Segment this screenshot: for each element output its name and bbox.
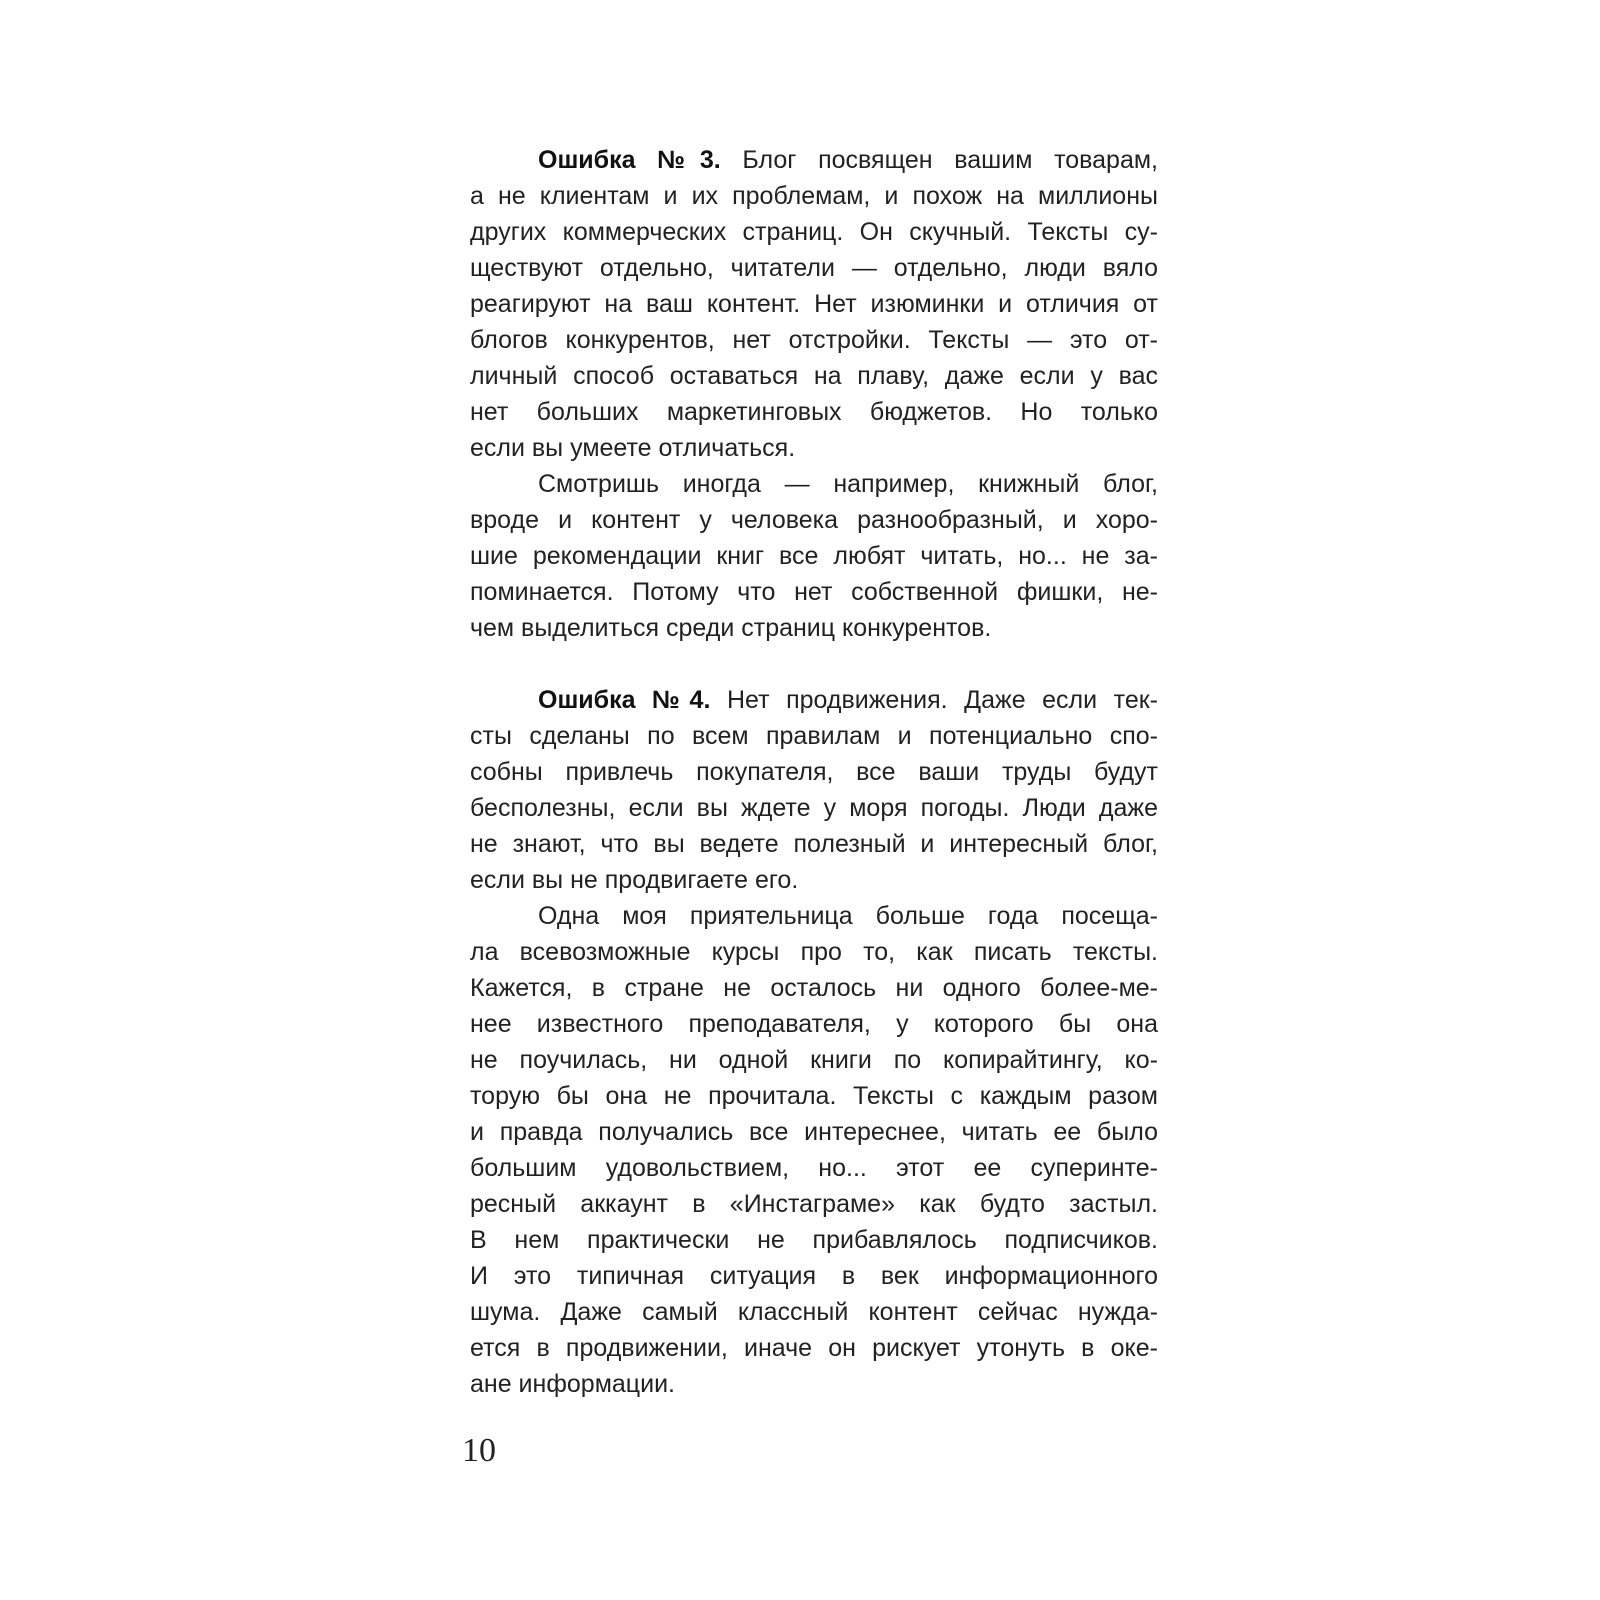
line-text: других коммерческих страниц. Он скучный. Тексты су-	[470, 218, 1158, 246]
text-line	[470, 1330, 1158, 1366]
text-line	[470, 1150, 1158, 1186]
line-text: ется в продвижении, иначе он рискует утонуть в оке-	[470, 1334, 1158, 1362]
line-text: Нет продвижения. Даже если тек-	[710, 686, 1158, 714]
text-line	[470, 1294, 1158, 1330]
text-line	[470, 790, 1158, 826]
line-text: торую бы она не прочитала. Тексты с каждым разом	[470, 1082, 1158, 1110]
line-text: сты сделаны по всем правилам и потенциально спо-	[470, 722, 1158, 750]
line-text: если вы умеете отличаться.	[470, 434, 796, 462]
text-line	[470, 970, 1158, 1006]
line-text: Одна моя приятельница больше года посеща-	[538, 902, 1158, 930]
text-line	[470, 1042, 1158, 1078]
text-line	[470, 430, 1158, 466]
line-text: вроде и контент у человека разнообразный, и хоро-	[470, 506, 1158, 534]
error-title: Ошибка №4.	[538, 686, 711, 714]
text-line	[470, 1114, 1158, 1150]
line-text: бесполезны, если вы ждете у моря погоды. Люди даже	[470, 794, 1158, 822]
text-line	[470, 358, 1158, 394]
text-line	[470, 142, 1158, 178]
text-line	[470, 1186, 1158, 1222]
line-text: шие рекомендации книг все любят читать, но... не за-	[470, 542, 1158, 570]
line-text: личный способ оставаться на плаву, даже если у вас	[470, 362, 1158, 390]
line-text: реагируют на ваш контент. Нет изюминки и отличия от	[470, 290, 1158, 318]
error-heading-paragraph	[470, 142, 1158, 466]
text-line	[470, 322, 1158, 358]
line-text: Блог посвящен вашим товарам,	[720, 146, 1158, 174]
line-text: поминается. Потому что нет собственной фишки, не-	[470, 578, 1158, 606]
text-line	[470, 394, 1158, 430]
text-line	[470, 250, 1158, 286]
line-text: не поучилась, ни одной книги по копирайтингу, ко-	[470, 1046, 1158, 1074]
line-text: шума. Даже самый классный контент сейчас нужда-	[470, 1298, 1158, 1326]
text-line	[470, 682, 1158, 718]
error-heading-paragraph	[470, 682, 1158, 898]
paragraph	[470, 466, 1158, 646]
line-text: нее известного преподавателя, у которого бы она	[470, 1010, 1158, 1038]
line-text: блогов конкурентов, нет отстройки. Тексты — это от-	[470, 326, 1158, 354]
line-text: собны привлечь покупателя, все ваши труды будут	[470, 758, 1158, 786]
text-line	[470, 934, 1158, 970]
text-line	[470, 502, 1158, 538]
text-line	[470, 178, 1158, 214]
line-text: В нем практически не прибавлялось подписчиков.	[470, 1226, 1158, 1254]
text-line	[470, 826, 1158, 862]
text-line	[470, 1078, 1158, 1114]
text-line	[470, 286, 1158, 322]
text-line	[470, 214, 1158, 250]
page-text	[470, 142, 1158, 1402]
text-line	[470, 466, 1158, 502]
line-text: не знают, что вы ведете полезный и интересный блог,	[470, 830, 1158, 858]
text-line	[470, 1258, 1158, 1294]
line-text: ресный аккаунт в «Инстаграме» как будто застыл.	[470, 1190, 1158, 1218]
text-line	[470, 754, 1158, 790]
text-line	[470, 718, 1158, 754]
paragraph	[470, 898, 1158, 1402]
line-text: если вы не продвигаете его.	[470, 866, 799, 894]
line-text: чем выделиться среди страниц конкурентов.	[470, 614, 992, 642]
paragraph-gap	[470, 646, 1158, 682]
text-line	[470, 898, 1158, 934]
line-text: Кажется, в стране не осталось ни одного более-ме-	[470, 974, 1158, 1002]
text-line	[470, 538, 1158, 574]
text-line	[470, 1366, 1158, 1402]
error-title: Ошибка №3.	[538, 146, 721, 174]
text-line	[470, 610, 1158, 646]
line-text: а не клиентам и их проблемам, и похож на миллионы	[470, 182, 1158, 210]
text-line	[470, 574, 1158, 610]
line-text: и правда получались все интереснее, читать ее было	[470, 1118, 1158, 1146]
line-text: большим удовольствием, но... этот ее суперинте-	[470, 1154, 1158, 1182]
line-text: ла всевозможные курсы про то, как писать тексты.	[470, 938, 1158, 966]
line-text: ществуют отдельно, читатели — отдельно, люди вяло	[470, 254, 1158, 282]
text-line	[470, 862, 1158, 898]
line-text: нет больших маркетинговых бюджетов. Но только	[470, 398, 1158, 426]
page-number: 10	[462, 1432, 496, 1469]
text-line	[470, 1006, 1158, 1042]
line-text: И это типичная ситуация в век информационного	[470, 1262, 1158, 1290]
text-line	[470, 1222, 1158, 1258]
line-text: Смотришь иногда — например, книжный блог,	[538, 470, 1158, 498]
line-text: ане информации.	[470, 1370, 675, 1398]
